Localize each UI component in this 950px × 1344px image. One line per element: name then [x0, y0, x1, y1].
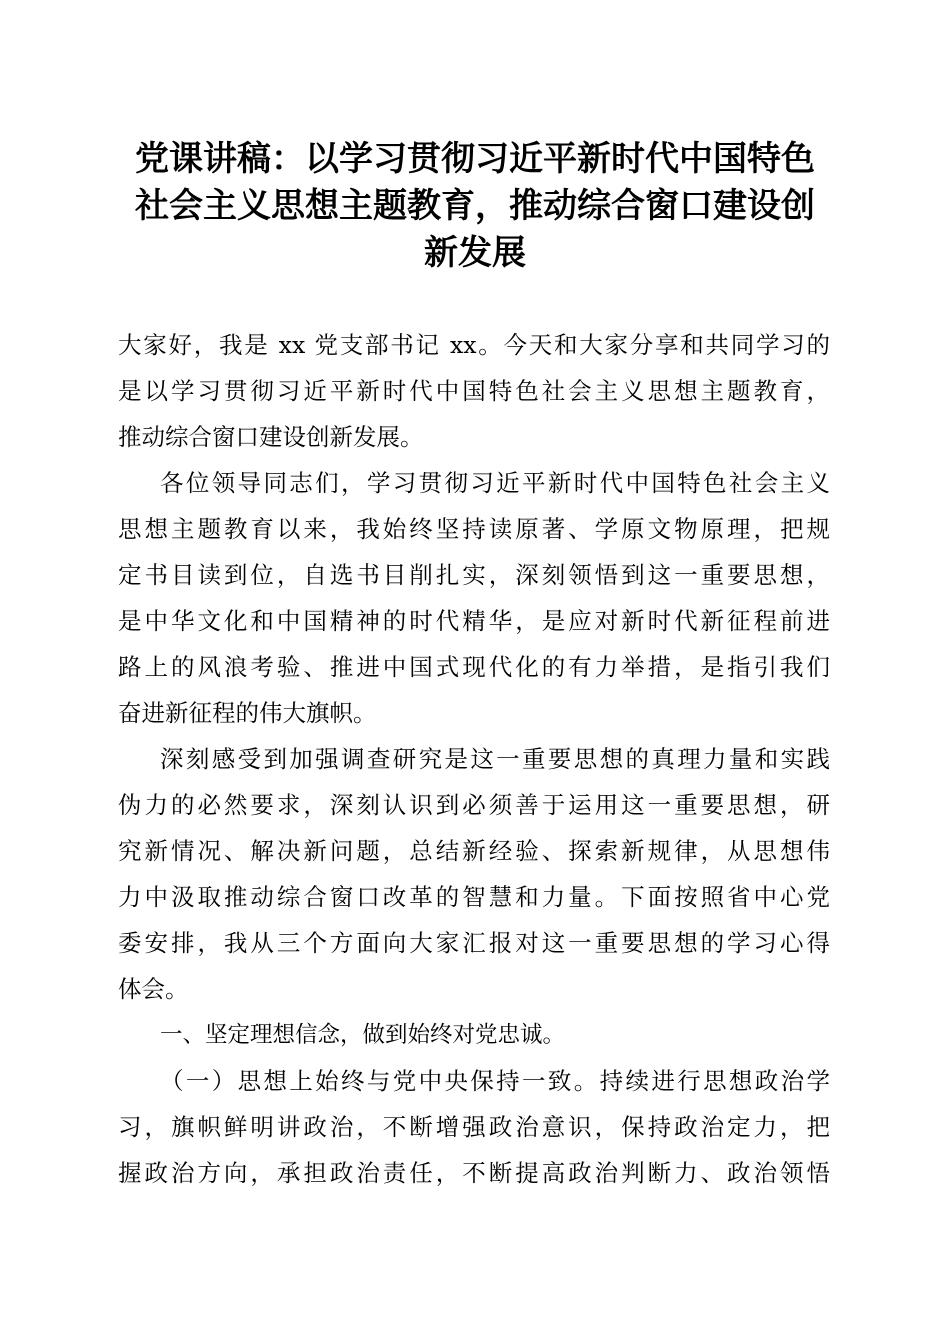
paragraph-line: 推动综合窗口建设创新发展。 [118, 423, 424, 451]
paragraph-line: 各位领导同志们，学习贯彻习近平新时代中国特色社会主义 [160, 469, 830, 497]
paragraph-line: 究新情况、解决新问题，总结新经验、探索新规律，从思想伟 [118, 837, 830, 865]
paragraph-line: 握政治方向，承担政治责任，不断提高政治判断力、政治领悟 [118, 1159, 830, 1187]
paragraph-line: 是中华文化和中国精神的时代精华，是应对新时代新征程前进 [118, 607, 830, 635]
paragraph-line: 力中汲取推动综合窗口改革的智慧和力量。下面按照省中心党 [118, 883, 830, 911]
paragraph-line: 定书目读到位，自选书目削扎实，深刻领悟到这一重要思想， [118, 561, 830, 589]
subsection-1 [118, 1058, 830, 1196]
paragraph-line: 体会。 [118, 975, 189, 1003]
title-line-1: 党课讲稿：以学习贯彻习近平新时代中国特色 [135, 139, 815, 179]
paragraph-intro [118, 322, 830, 460]
subsection-heading: （一）思想上始终与党中央保持一致。 [160, 1067, 600, 1095]
section-heading-text: 一、坚定理想信念，做到始终对党忠诚。 [160, 1022, 566, 1048]
title-line-2: 社会主义思想主题教育，推动综合窗口建设创 [135, 186, 815, 226]
document-body [118, 322, 830, 1196]
paragraph-study [118, 460, 830, 736]
paragraph-line: 路上的风浪考验、推进中国式现代化的有力举措，是指引我们 [118, 653, 830, 681]
paragraph-line: 伪力的必然要求，深刻认识到必须善于运用这一重要思想，研 [118, 791, 830, 819]
paragraph-line: 委安排，我从三个方面向大家汇报对这一重要思想的学习心得 [118, 929, 830, 957]
paragraph-line: 是以学习贯彻习近平新时代中国特色社会主义思想主题教育， [118, 377, 830, 405]
subsection-first-line [118, 1058, 830, 1104]
title-line-3: 新发展 [424, 233, 526, 273]
paragraph-line: 深刻感受到加强调查研究是这一重要思想的真理力量和实践 [160, 745, 830, 773]
paragraph-line: 大家好，我是 xx 党支部书记 xx。今天和大家分享和共同学习的 [118, 331, 830, 359]
paragraph-line: 思想主题教育以来，我始终坚持读原著、学原文物原理，把规 [118, 515, 830, 543]
paragraph-line: 习，旗帜鲜明讲政治，不断增强政治意识，保持政治定力，把 [118, 1113, 830, 1141]
paragraph-line: 奋进新征程的伟大旗帜。 [118, 699, 377, 727]
paragraph-research [118, 736, 830, 1012]
section-heading-1 [118, 1012, 830, 1058]
subsection-text: 持续进行思想政治学 [599, 1067, 831, 1095]
document-title [110, 136, 840, 277]
